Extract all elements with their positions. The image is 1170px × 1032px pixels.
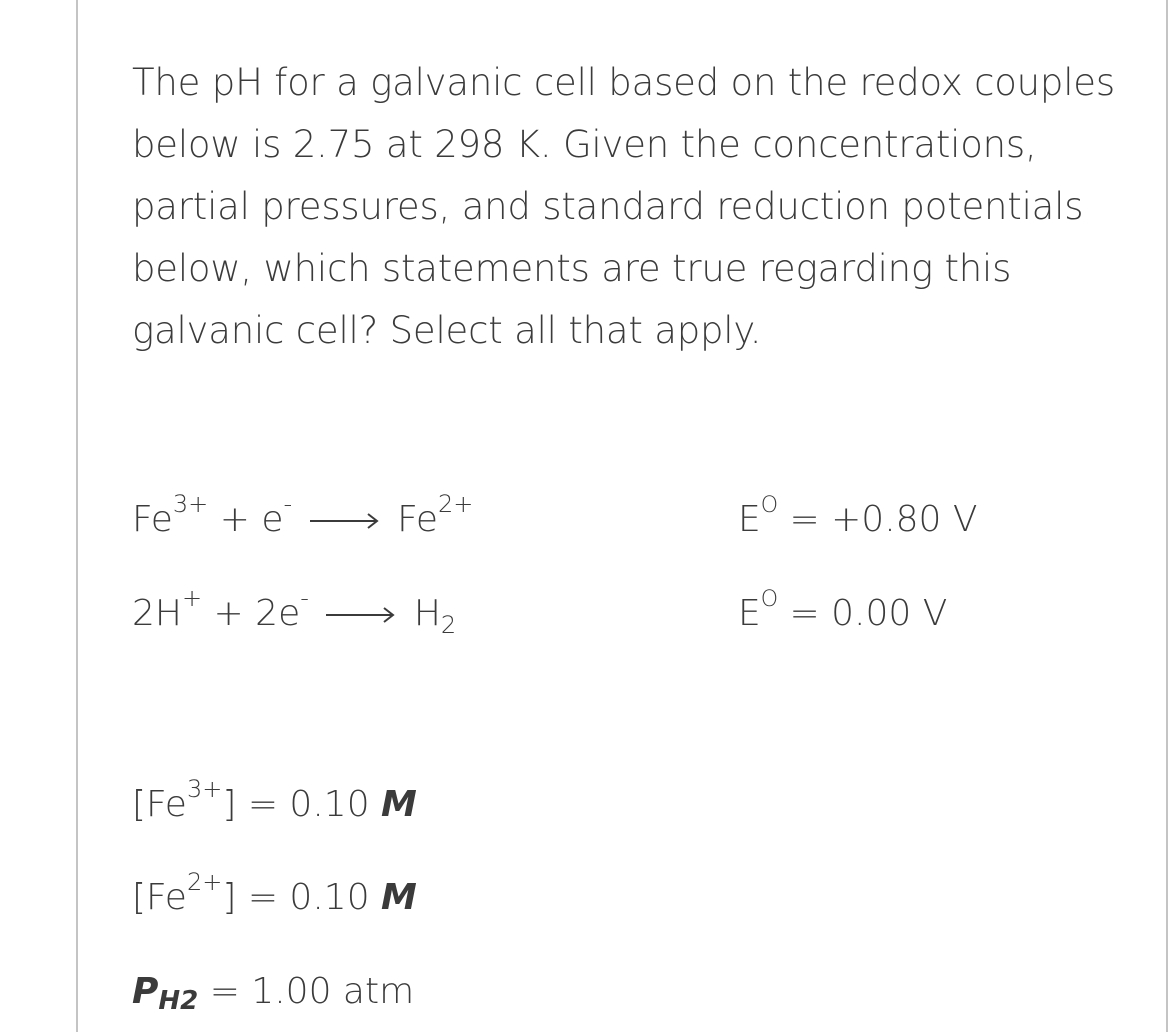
electron-charge: - [283,490,293,518]
potential-fe [738,493,978,540]
subscript-2: 2 [440,611,457,640]
pressure-h2 [132,971,415,1016]
left-border [76,0,78,1032]
electron: 2e [255,593,301,634]
reactant-h: 2H [132,593,182,634]
plus-sign: + [219,499,250,540]
question-line-3: partial pressures, and standard reduction potentials [132,185,1084,228]
concentration-fe3 [132,775,417,825]
right-border [1166,0,1168,1032]
question-line-5: galvanic cell? Select all that apply. [132,309,762,352]
conc-unit: M [381,784,417,825]
charge: 2+ [186,868,223,896]
bracket-close: ] [222,877,237,918]
charge-h: + [181,584,203,612]
reaction-arrow-icon [310,511,380,531]
bracket-open: [Fe [132,784,187,825]
conc-value: = 0.10 [247,784,370,825]
potential-sup: O [760,493,779,518]
plus-sign: + [213,593,244,634]
potential-value: = 0.00 V [789,593,948,634]
product-fe: Fe [397,499,438,540]
bracket-open: [Fe [132,877,187,918]
potential-value: = +0.80 V [789,499,978,540]
potential-sup: O [760,587,779,612]
question-line-4: below, which statements are true regarding this [132,247,1012,290]
pressure-value: = 1.00 atm [209,971,415,1012]
question-text [132,52,1122,362]
charge: 3+ [186,775,223,803]
reaction-arrow-icon [326,605,396,625]
electron-charge: - [300,584,309,612]
electron: e [261,499,284,540]
reactant-fe: Fe [132,499,173,540]
charge-fe3: 3+ [172,490,209,518]
potential-label: E [738,499,761,540]
potential-label: E [738,593,761,634]
bracket-close: ] [222,784,237,825]
reaction-h [132,584,457,640]
conc-unit: M [381,877,417,918]
product-h: H [413,593,441,634]
question-line-2: below is 2.75 at 298 K. Given the concentrations, [132,123,1037,166]
charge-fe2: 2+ [437,490,474,518]
conc-value: = 0.10 [247,877,370,918]
pressure-sub: H2 [158,986,199,1016]
question-line-1: The pH for a galvanic cell based on the redox couples [132,61,1115,104]
pressure-symbol: P [132,971,159,1012]
potential-h [738,587,948,634]
concentration-fe2 [132,868,417,918]
reaction-fe [132,490,474,540]
